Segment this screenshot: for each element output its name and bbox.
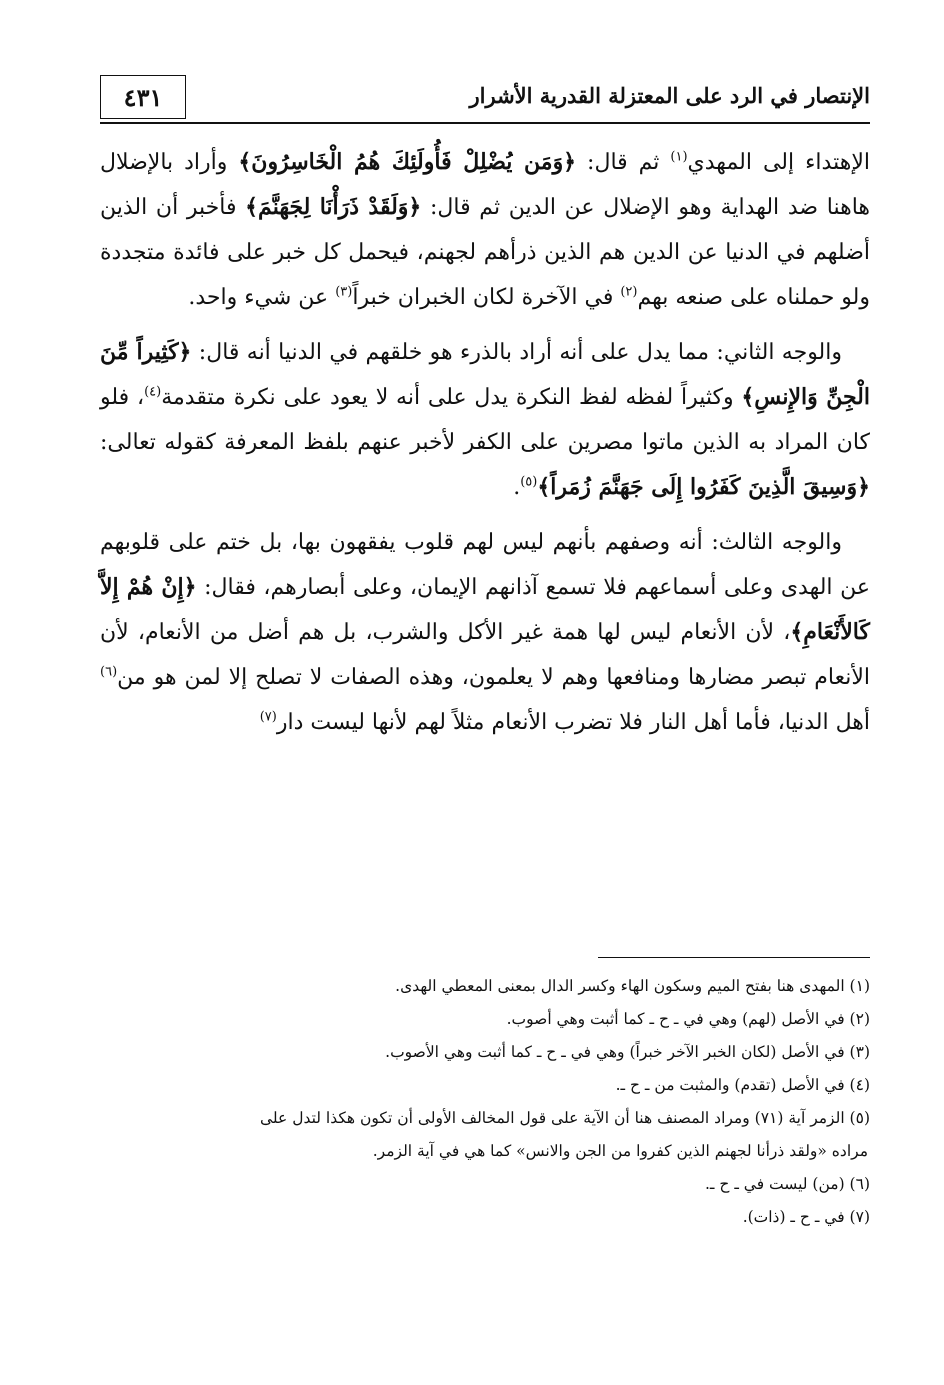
footnote-5: (٥) الزمر آية (٧١) ومراد المصنف هنا أن الآية على قول المخالف الأولى أن تكون هكذا لتدل على bbox=[259, 1109, 870, 1127]
running-title: الإنتصار في الرد على المعتزلة القدرية الأشرار bbox=[469, 83, 870, 108]
text-run: وأراد بالإضلال هاهنا ضد الهداية وهو الإضلال عن الدين ثم قال: bbox=[100, 150, 871, 220]
text-run: عن شيء واحد. bbox=[188, 285, 336, 310]
footnote-marker: (٥) bbox=[520, 474, 538, 490]
footnote-marker: (٤) bbox=[144, 384, 162, 400]
paragraph-3 bbox=[100, 520, 870, 745]
text-run: ، لأن الأنعام ليس لها همة غير الأكل والشرب، بل هم أضل من الأنعام، لأن الأنعام تبصر مضارها ومنافعها وهم لا يعلمون، وهذه الصفات لا تصلح إلا لمن هو من bbox=[100, 620, 870, 690]
footnote-5-continued: مراده «ولقد ذرأنا لجهنم الذين كفروا من الجن والانس» كما هي في آية الزمر. bbox=[372, 1142, 868, 1160]
page-number: ٤٣١ bbox=[100, 75, 186, 119]
quran-verse: ﴿وَمَن يُضْلِلْ فَأُولَئِكَ هُمُ الْخَاسِرُونَ﴾ bbox=[238, 149, 577, 175]
text-run: ، فلو كان المراد به الذين ماتوا مصرين على الكفر لأخبر عنهم بلفظ المعرفة كقوله تعالى: bbox=[100, 385, 870, 455]
text-run: . bbox=[513, 475, 521, 500]
text-run: في الآخرة لكان الخبران خبراً bbox=[352, 285, 621, 310]
footnote-separator bbox=[598, 957, 870, 958]
footnote-2: (٢) في الأصل (لهم) وهي في ـ ح ـ كما أثبت وهي أصوب. bbox=[506, 1010, 870, 1028]
text-run: والوجه الثالث: أنه وصفهم بأنهم ليس لهم قلوب يفقهون بها، بل ختم على قلوبهم عن الهدى وعلى أسماعهم فلا تسمع آذانهم الإيمان، وعلى أبصارهم، فقال: bbox=[100, 530, 870, 600]
footnote-7: (٧) في ـ ح ـ (ذات). bbox=[742, 1208, 870, 1226]
text-run: الإهتداء إلى المهدي bbox=[687, 150, 870, 175]
footnote-1: (١) المهدى هنا بفتح الميم وسكون الهاء وكسر الدال بمعنى المعطي الهدى. bbox=[395, 977, 870, 995]
quran-verse: ﴿وَسِيقَ الَّذِينَ كَفَرُوا إِلَى جَهَنَّمَ زُمَراً﴾ bbox=[537, 474, 870, 500]
text-run: والوجه الثاني: مما يدل على أنه أراد بالذرء هو خلقهم في الدنيا أنه قال: bbox=[191, 340, 842, 365]
footnote-marker: (١) bbox=[670, 149, 688, 165]
footnote-marker: (٦) bbox=[100, 664, 118, 680]
paragraph-2 bbox=[100, 330, 870, 510]
quran-verse: ﴿إِنْ هُمْ إِلاَّ كَالأَنْعَامِ﴾ bbox=[100, 574, 870, 645]
main-text bbox=[100, 140, 870, 755]
footnote-6: (٦) (من) ليست في ـ ح ـ. bbox=[705, 1175, 870, 1193]
text-run: أهل الدنيا، فأما أهل النار فلا تضرب الأنعام مثلاً لهم لأنها ليست دار bbox=[276, 710, 870, 735]
footnotes bbox=[100, 970, 870, 1234]
footnote-marker: (٢) bbox=[620, 284, 638, 300]
text-run: ثم قال: bbox=[576, 150, 671, 175]
page-header bbox=[100, 75, 870, 125]
text-run: وكثيراً لفظه لفظ النكرة يدل على أنه لا يعود على نكرة متقدمة bbox=[161, 385, 742, 410]
footnote-3: (٣) في الأصل (لكان الخبر الآخر خبراً) وهي في ـ ح ـ كما أثبت وهي الأصوب. bbox=[385, 1043, 870, 1061]
footnote-4: (٤) في الأصل (تقدم) والمثبت من ـ ح ـ. bbox=[615, 1076, 870, 1094]
header-rule bbox=[100, 122, 870, 124]
footnote-marker: (٧) bbox=[259, 709, 277, 725]
footnote-marker: (٣) bbox=[335, 284, 353, 300]
quran-verse: ﴿كَثِيراً مِّنَ الْجِنِّ وَالإِنسِ﴾ bbox=[100, 339, 870, 410]
quran-verse: ﴿وَلَقَدْ ذَرَأْنَا لِجَهَنَّمَ﴾ bbox=[245, 194, 422, 220]
paragraph-1 bbox=[100, 140, 870, 320]
text-run: فأخبر أن الذين أضلهم في الدنيا عن الدين هم الذين ذرأهم لجهنم، فيحمل كل خبر على فائدة متجددة ولو حملناه على صنعه بهم bbox=[100, 195, 870, 310]
